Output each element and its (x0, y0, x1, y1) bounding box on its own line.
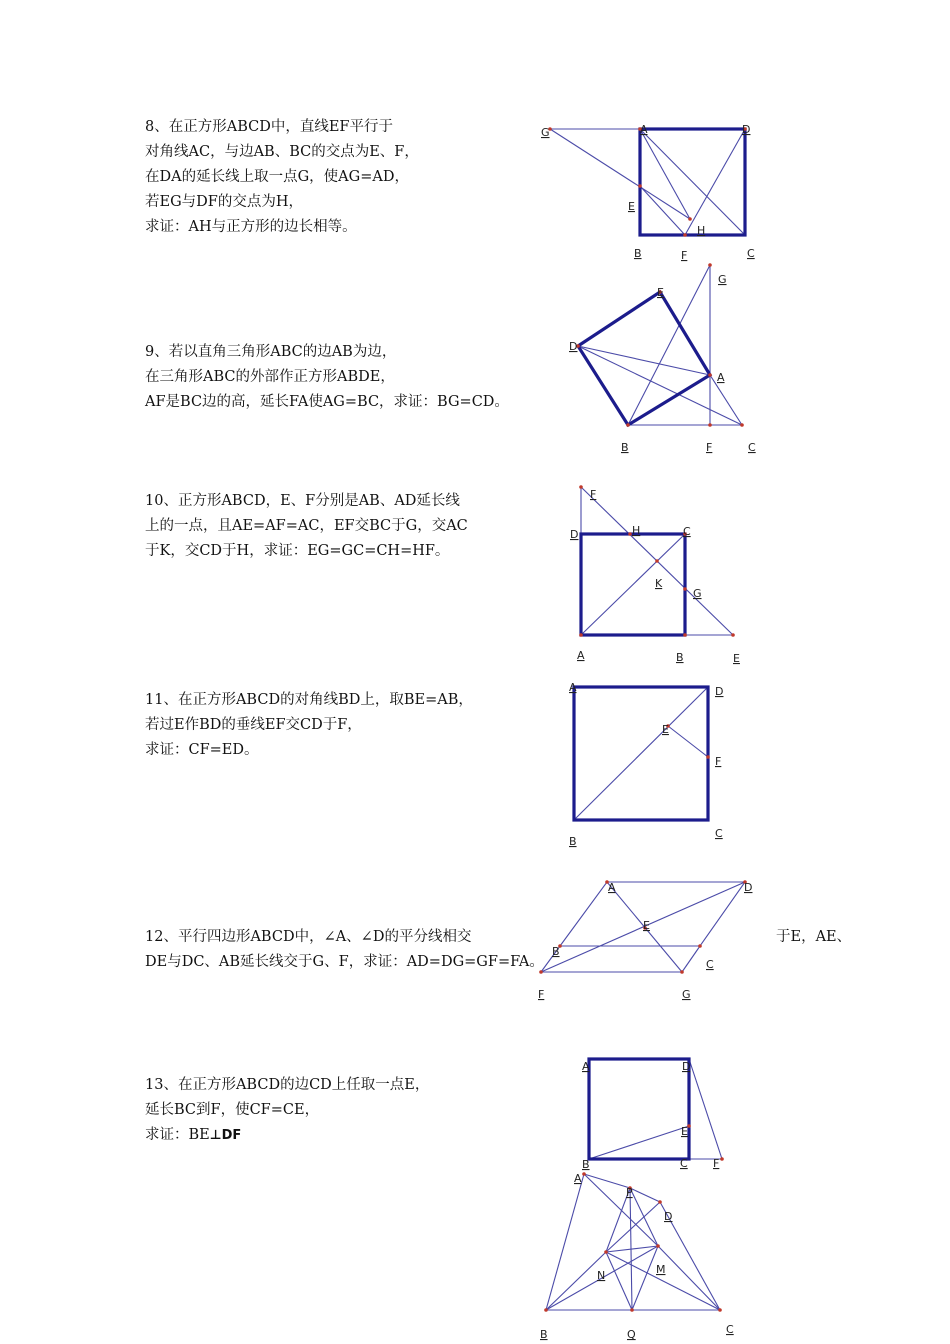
point-label: A (574, 1172, 582, 1185)
point-label: B (582, 1158, 590, 1171)
point-label: P (626, 1186, 633, 1199)
point-label: B (634, 247, 642, 260)
figure-8 (541, 123, 755, 262)
point-label: E (643, 919, 650, 932)
point-label: E (662, 723, 669, 736)
figure-10 (570, 485, 740, 665)
point-label: A (577, 649, 585, 662)
point-label: H (632, 524, 641, 537)
figure-11 (569, 681, 723, 848)
point-label: F (681, 249, 688, 262)
point-label: D (742, 123, 751, 136)
problem-12-tail: 于E，AE、 (776, 929, 852, 945)
problem-line: 9、若以直角三角形ABC的边AB为边， (145, 344, 397, 360)
point-label: E (657, 286, 664, 299)
point-label: K (655, 577, 663, 590)
problem-line: 若过E作BD的垂线EF交CD于F， (145, 717, 362, 733)
point-label: F (715, 755, 722, 768)
problem-line: 上的一点，且AE=AF=AC，EF交BC于G，交AC (145, 518, 468, 534)
point-label: A (608, 881, 616, 894)
point-label: M (656, 1263, 666, 1276)
point-label: G (541, 126, 550, 139)
point-label: D (744, 881, 753, 894)
point-label: H (697, 224, 706, 237)
point-label: B (569, 835, 577, 848)
point-label: A (569, 681, 577, 694)
proof-prefix: 求证：BE (145, 1127, 210, 1143)
point-label: G (693, 587, 702, 600)
point-label: C (706, 958, 714, 971)
point-label: B (540, 1328, 548, 1341)
problem-line: 8、在正方形ABCD中，直线EF平行于 (145, 119, 393, 135)
problem-line: 在三角形ABC的外部作正方形ABDE， (145, 369, 395, 385)
point-label: B (676, 651, 684, 664)
point-label: F (538, 988, 545, 1001)
problem-line: 12、平行四边形ABCD中，∠A、∠D的平分线相交 (145, 929, 472, 945)
point-label: C (747, 247, 755, 260)
problem-line: 11、在正方形ABCD的对角线BD上，取BE=AB， (145, 692, 473, 708)
problem-line: 10、正方形ABCD，E、F分别是AB、AD延长线 (145, 493, 460, 509)
problem-line: 在DA的延长线上取一点G，使AG=AD， (145, 169, 409, 185)
proof-bold: ⊥DF (209, 1128, 242, 1143)
figure-12 (538, 880, 752, 1001)
point-label: G (682, 988, 691, 1001)
point-label: A (717, 371, 725, 384)
point-label: E (628, 200, 635, 213)
figure-14 (540, 1172, 734, 1341)
point-label: D (569, 340, 578, 353)
problem-line: 求证：AH与正方形的边长相等。 (145, 219, 357, 235)
point-label: A (640, 123, 648, 136)
point-label: C (683, 525, 691, 538)
point-label: N (597, 1269, 606, 1282)
point-label: F (713, 1157, 720, 1170)
figure-9 (569, 263, 756, 454)
point-label: A (582, 1060, 590, 1073)
problem-line: 于K，交CD于H，求证：EG=GC=CH=HF。 (145, 543, 450, 559)
point-label: B (621, 441, 629, 454)
point-label: G (718, 273, 727, 286)
point-label: D (682, 1060, 691, 1073)
problem-line: 求证：CF=ED。 (145, 742, 259, 758)
point-label: D (715, 685, 724, 698)
point-label: D (570, 528, 579, 541)
problem-line: 延长BC到F，使CF=CE， (145, 1102, 320, 1118)
point-label: B (552, 945, 560, 958)
point-label: C (726, 1323, 734, 1336)
point-label: F (590, 488, 597, 501)
point-label: D (664, 1210, 673, 1223)
point-label: E (681, 1125, 688, 1138)
problem-line: AF是BC边的高，延长FA使AG=BC，求证：BG=CD。 (145, 394, 509, 410)
problem-line: 若EG与DF的交点为H， (145, 194, 303, 210)
point-label: C (748, 441, 756, 454)
point-label: E (733, 652, 740, 665)
problem-line: 13、在正方形ABCD的边CD上任取一点E， (145, 1077, 430, 1093)
point-label: F (706, 441, 713, 454)
problem-line: DE与DC、AB延长线交于G、F，求证：AD=DG=GF=FA。 (145, 954, 544, 970)
point-label: C (680, 1157, 688, 1170)
point-label: Q (627, 1328, 636, 1341)
problem-line: 对角线AC，与边AB、BC的交点为E、F， (145, 144, 419, 160)
figure-13 (582, 1059, 724, 1171)
point-label: C (715, 827, 723, 840)
